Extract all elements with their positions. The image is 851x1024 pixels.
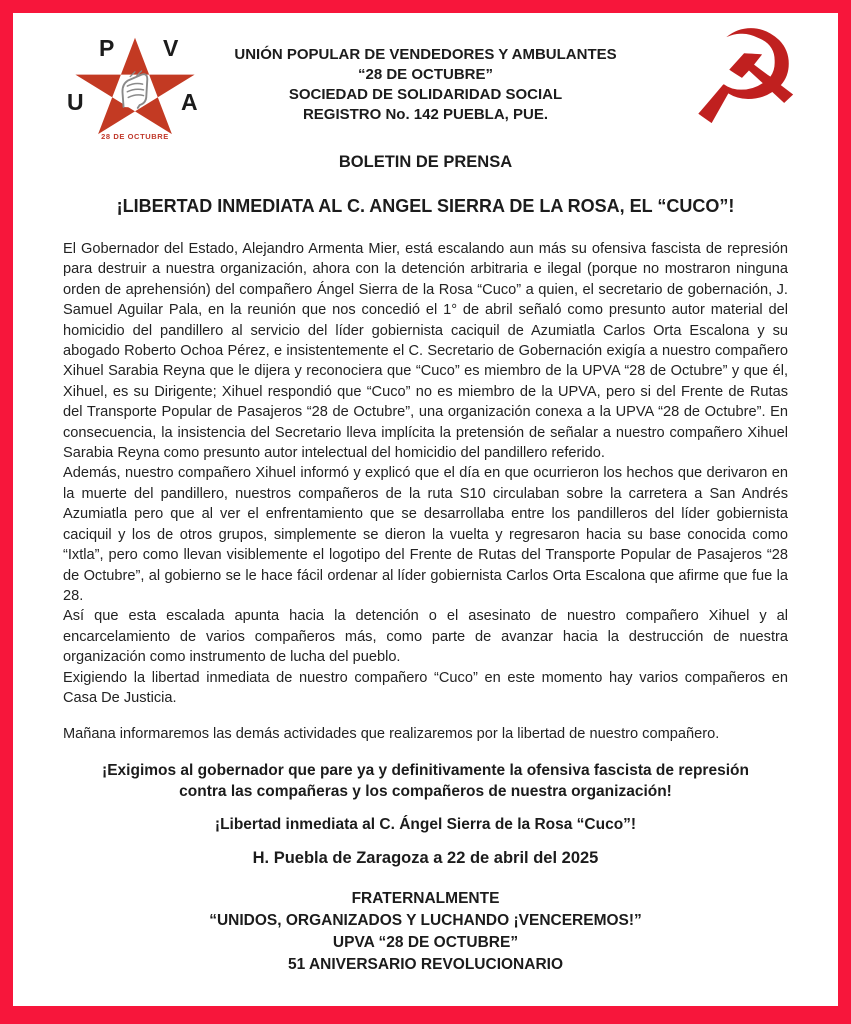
bulletin-label: BOLETIN DE PRENSA xyxy=(338,153,513,171)
closing-org: UPVA “28 DE OCTUBRE” xyxy=(332,934,519,952)
organization-header xyxy=(223,45,628,125)
body-text xyxy=(63,239,788,708)
org-society: SOCIEDAD DE SOLIDARIDAD SOCIAL xyxy=(288,86,563,103)
hammer-sickle-icon: ☭ xyxy=(687,2,804,154)
header xyxy=(63,2,804,154)
closing-anniversary: 51 ANIVERSARIO REVOLUCIONARIO xyxy=(287,956,564,974)
main-headline: ¡LIBERTAD INMEDIATA AL C. ANGEL SIERRA DE LA ROSA, EL “CUCO”! xyxy=(116,196,735,216)
logo-letter-p: P xyxy=(99,35,115,61)
logo-letter-u: U xyxy=(67,89,84,115)
logo-letter-a: A xyxy=(181,89,198,115)
org-registry: REGISTRO No. 142 PUEBLA, PUE. xyxy=(302,106,549,123)
closing-fraternal: FRATERNALMENTE xyxy=(351,890,500,908)
document-sheet xyxy=(13,2,838,1006)
paragraph: Así que esta escalada apunta hacia la detención o el asesinato de nuestro compañero Xihuel y al encarcelamiento de varios compañeros más, como parte de avanzar hacia la destrucción de nuestra organización como instrumento de lucha del pueblo. xyxy=(63,608,788,666)
logo-caption: 28 DE OCTUBRE xyxy=(101,132,169,141)
announcement-line: Mañana informaremos las demás actividades que realizaremos por la libertad de nuestro compañero. xyxy=(63,726,720,743)
demand-liberty: ¡Libertad inmediata al C. Ángel Sierra de la Rosa “Cuco”! xyxy=(214,816,637,834)
paragraph: El Gobernador del Estado, Alejandro Armenta Mier, está escalando aun más su ofensiva fascista de represión para destruir a nuestra organización, ahora con la detención arbitraria e ilegal (porque no mostraron ninguna orden de aprehensión) del compañero Ángel Sierra de la Rosa “Cuco” a quien, el secretario de gobernación, J. Samuel Aguilar Pala, en la reunión que nos concedió el 1° de abril señaló como presunto autor material del homicidio del pandillero al servicio del líder gobiernista caciquil de Azumiatla Carlos Orta Escalona y su abogado Roberto Ochoa Pérez, e insistentemente el C. Secretario de Gobernación exigía a nuestro compañero Xihuel Sarabia Reyna que le dijera y reconociera que “Cuco” es miembro de la UPVA “28 de Octubre” y que él, Xihuel, es su Dirigente; Xihuel respondió que “Cuco” no es miembro de la UPVA, pero si del Frente de Rutas del Transporte Popular de Pasajeros “28 de Octubre”, una organización conexa a la UPVA “28 de Octubre”. En consecuencia, la insistencia del Secretario lleva implícita la pretensión de señalar a nuestro compañero Xihuel Sarabia Reyna como presunto autor intelectual del homicidio del pandillero referido. xyxy=(63,241,788,462)
dateline: H. Puebla de Zaragoza a 22 de abril del 2025 xyxy=(252,849,599,868)
fist-icon xyxy=(115,65,153,109)
logo-letter-v: V xyxy=(163,35,179,61)
paragraph: Exigiendo la libertad inmediata de nuestro compañero “Cuco” en este momento hay varios compañeros en Casa De Justicia. xyxy=(63,669,788,706)
demand-governor: ¡Exigimos al gobernador que pare ya y definitivamente la ofensiva fascista de represión contra las compañeras y los compañeros de nuestra organización! xyxy=(102,762,749,801)
upva-star-logo xyxy=(59,33,237,145)
closing-slogan: “UNIDOS, ORGANIZADOS Y LUCHANDO ¡VENCEREMOS!” xyxy=(209,912,642,930)
org-name: UNIÓN POPULAR DE VENDEDORES Y AMBULANTES xyxy=(234,46,617,63)
paragraph: Además, nuestro compañero Xihuel informó y explicó que el día en que ocurrieron los hechos que derivaron en la muerte del pandillero, nuestros compañeros de la ruta S10 circulaban sobre la carretera a San Andrés Azumiatla pero que al ver el enfrentamiento que se desarrollaba entre los pandilleros del líder gobiernista caciquil y los de otros grupos, simplemente se dieron la vuelta y regresaron hacia su base conocida como “Ixtla”, pero como llevan visiblemente el logotipo del Frente de Rutas del Transporte Popular de Pasajeros “28 de Octubre”, al gobierno se le hace fácil ordenar al líder gobiernista Carlos Orta Escalona que afirme que fue la 28. xyxy=(63,465,788,604)
closing-block xyxy=(63,888,788,976)
org-subname: “28 DE OCTUBRE” xyxy=(357,66,494,83)
